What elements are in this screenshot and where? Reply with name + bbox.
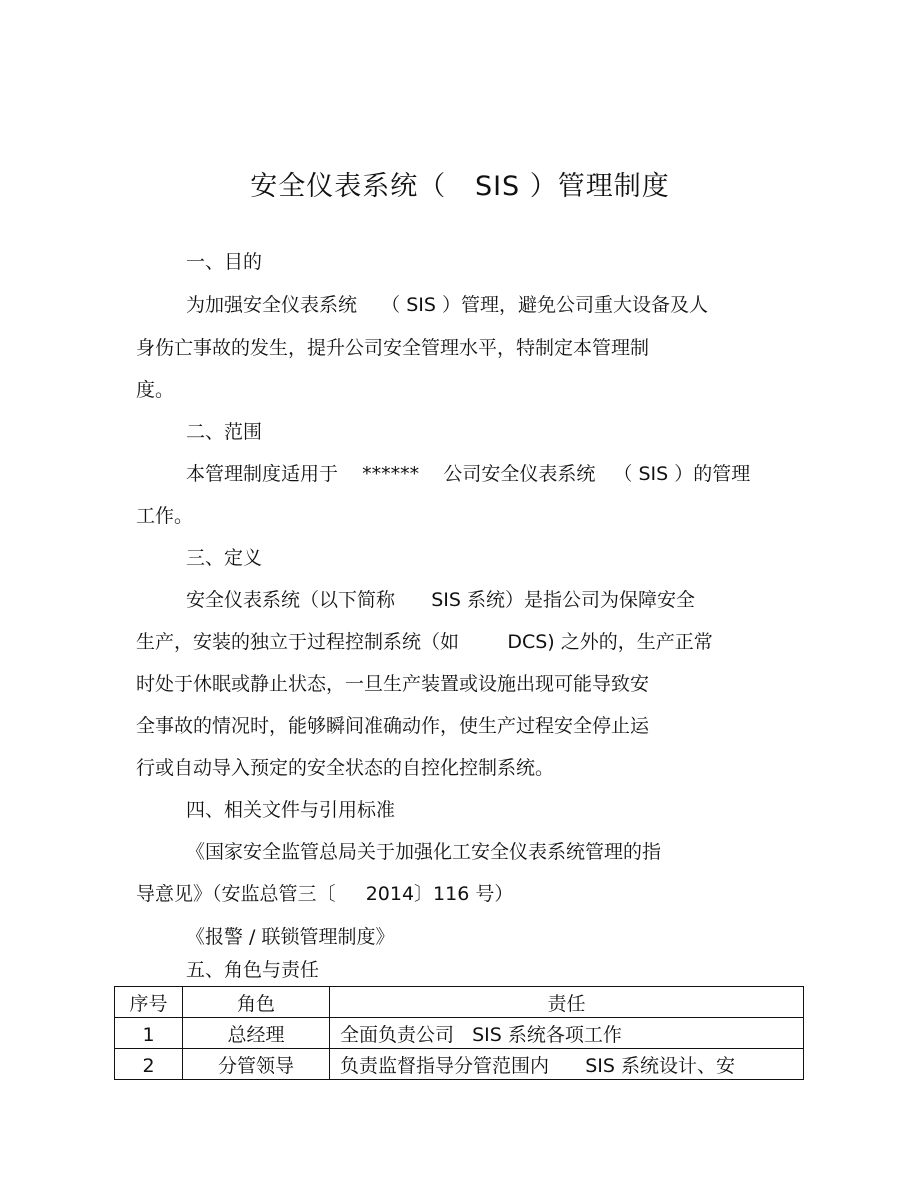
cell-responsibility: 负责监督指导分管范围内 SIS 系统设计、安 xyxy=(330,1049,804,1080)
cell-no: 2 xyxy=(115,1049,183,1080)
reference-line: 导意见》（安监总管三〔 2014〕116 号） xyxy=(136,883,514,905)
cell-role: 分管领导 xyxy=(183,1049,330,1080)
section-heading-definition: 三、定义 xyxy=(186,547,263,569)
reference-line: 《国家安全监管总局关于加强化工安全仪表系统管理的指 xyxy=(186,841,662,863)
reference-line: 《报警 / 联锁管理制度》 xyxy=(186,926,395,948)
section-heading-roles: 五、角色与责任 xyxy=(186,959,320,981)
paragraph-line: 身伤亡事故的发生，提升公司安全管理水平，特制定本管理制 xyxy=(136,337,650,359)
table-row xyxy=(115,1018,804,1049)
paragraph-line: 时处于休眠或静止状态，一旦生产装置或设施出现可能导致安 xyxy=(136,673,650,695)
table-row xyxy=(115,1049,804,1080)
paragraph-line: 工作。 xyxy=(136,505,194,527)
cell-role: 总经理 xyxy=(183,1018,330,1049)
paragraph-line: 生产，安装的独立于过程控制系统（如 DCS) 之外的，生产正常 xyxy=(136,631,713,653)
header-cell-no: 序号 xyxy=(115,987,183,1018)
paragraph-line: 安全仪表系统（以下简称 SIS 系统）是指公司为保障安全 xyxy=(186,589,696,611)
section-heading-scope: 二、范围 xyxy=(186,421,263,443)
header-cell-role: 角色 xyxy=(183,987,330,1018)
cell-responsibility: 全面负责公司 SIS 系统各项工作 xyxy=(330,1018,804,1049)
paragraph-line: 本管理制度适用于 ****** 公司安全仪表系统 （ SIS ）的管理 xyxy=(186,463,751,485)
section-heading-purpose: 一、目的 xyxy=(186,251,263,273)
header-cell-responsibility: 责任 xyxy=(330,987,804,1018)
roles-table xyxy=(114,986,804,1080)
paragraph-line: 全事故的情况时，能够瞬间准确动作，使生产过程安全停止运 xyxy=(136,715,650,737)
paragraph-line: 度。 xyxy=(136,379,175,401)
section-heading-references: 四、相关文件与引用标准 xyxy=(186,799,396,821)
paragraph-line: 为加强安全仪表系统 （ SIS ）管理，避免公司重大设备及人 xyxy=(186,294,708,316)
table-header-row xyxy=(115,987,804,1018)
document-title: 安全仪表系统（ SIS ）管理制度 xyxy=(250,171,670,202)
paragraph-line: 行或自动导入预定的安全状态的自控化控制系统。 xyxy=(136,757,555,779)
cell-no: 1 xyxy=(115,1018,183,1049)
